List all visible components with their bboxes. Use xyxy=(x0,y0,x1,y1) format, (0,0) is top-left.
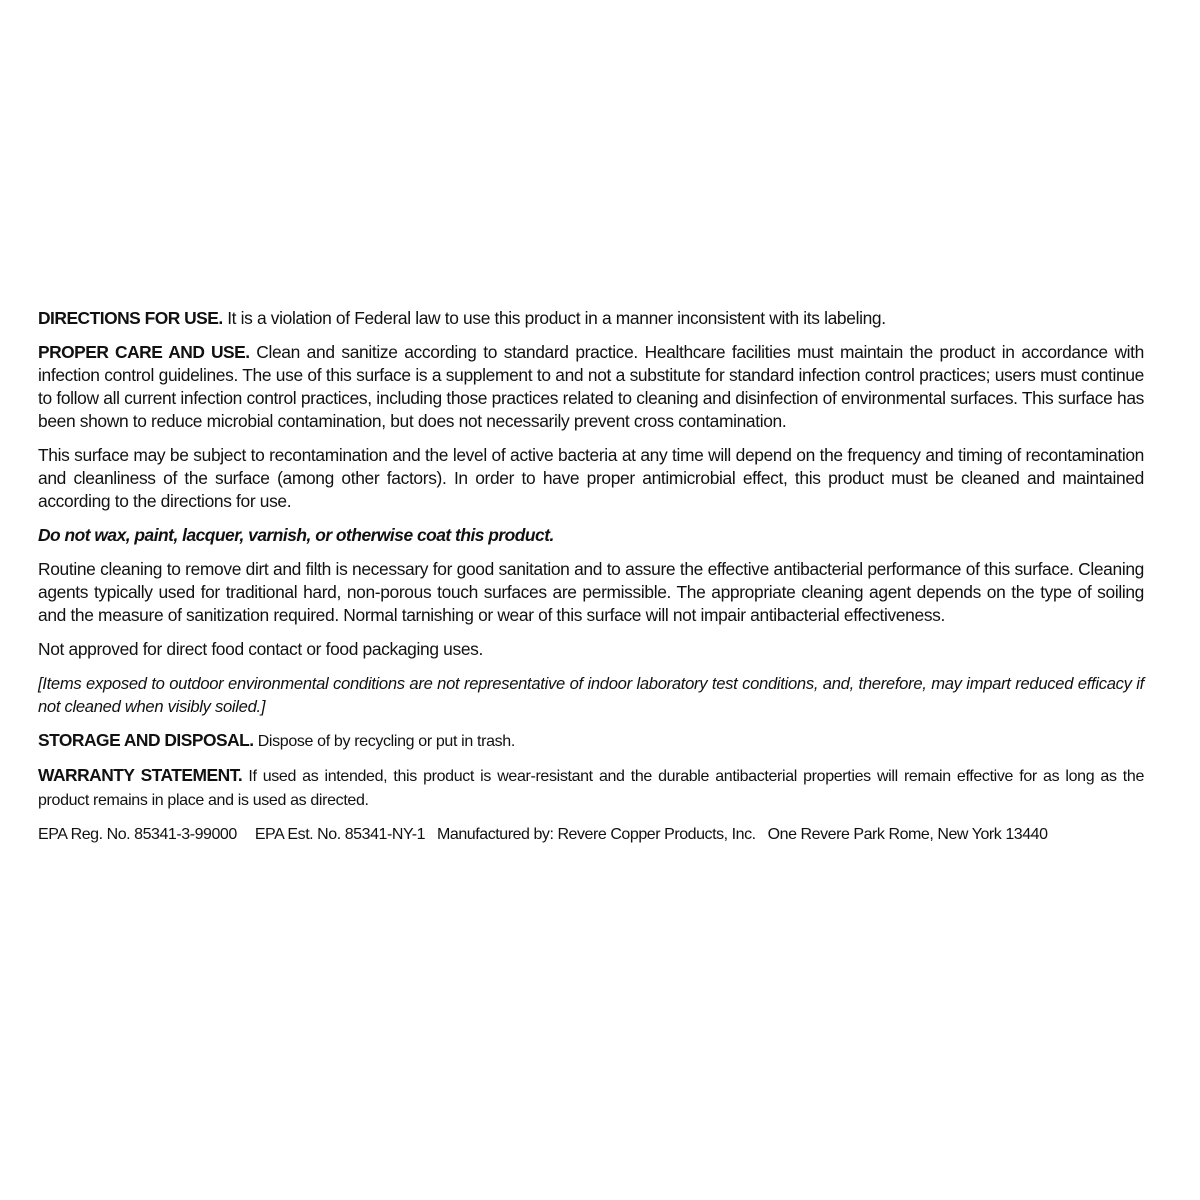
recontamination-text: This surface may be subject to recontamination and the level of active bacteria at any time will depend on the frequency and timing of recontamination and cleanliness of the surface (among other factors). In order to have proper antimicrobial effect, this product must be cleaned and maintained according to the directions for use. xyxy=(38,445,1144,511)
outdoor-note-paragraph xyxy=(38,672,1144,718)
manufacturer-address: One Revere Park Rome, New York 13440 xyxy=(767,826,1048,843)
outdoor-note-text: [Items exposed to outdoor environmental conditions are not representative of indoor laboratory test conditions, and, therefore, may impart reduced efficacy if not cleaned when visibly soiled.] xyxy=(38,674,1144,716)
coating-warning-text: Do not wax, paint, lacquer, varnish, or otherwise coat this product. xyxy=(38,525,554,545)
proper-care-heading: PROPER CARE AND USE. xyxy=(38,342,250,362)
food-contact-paragraph xyxy=(38,638,1144,661)
storage-heading: STORAGE AND DISPOSAL. xyxy=(38,730,254,750)
directions-heading: DIRECTIONS FOR USE. xyxy=(38,308,223,328)
proper-care-text: Clean and sanitize according to standard practice. Healthcare facilities must maintain the product in accordance with infection control guidelines. The use of this surface is a supplement to and not a substitute for standard infection control practices; users must continue to follow all current infection control practices, including those practices related to cleaning and disinfection of environmental surfaces. This surface has been shown to reduce microbial contamination, but does not necessarily prevent cross contamination. xyxy=(38,342,1144,431)
warranty-heading: WARRANTY STATEMENT. xyxy=(38,765,243,785)
routine-cleaning-paragraph xyxy=(38,558,1144,627)
routine-cleaning-text: Routine cleaning to remove dirt and filth is necessary for good sanitation and to assure the effective antibacterial performance of this surface. Cleaning agents typically used for traditional hard, non-porous touch surfaces are permissible. The appropriate cleaning agent depends on the type of soiling and the measure of sanitization required. Normal tarnishing or wear of this surface will not impair antibacterial effectiveness. xyxy=(38,559,1144,625)
footer-line xyxy=(38,823,1144,846)
manufacturer: Manufactured by: Revere Copper Products, Inc. xyxy=(437,826,756,843)
storage-text: Dispose of by recycling or put in trash. xyxy=(253,733,515,750)
product-label xyxy=(38,307,1144,846)
epa-reg-number: EPA Reg. No. 85341-3-99000 xyxy=(38,826,237,843)
storage-paragraph xyxy=(38,729,1144,753)
warranty-paragraph xyxy=(38,764,1144,812)
directions-text: It is a violation of Federal law to use this product in a manner inconsistent with its labeling. xyxy=(222,308,886,328)
coating-warning-paragraph xyxy=(38,524,1144,547)
food-contact-text: Not approved for direct food contact or food packaging uses. xyxy=(38,639,483,659)
warranty-text: If used as intended, this product is wear-resistant and the durable antibacterial properties will remain effective for as long as the product remains in place and is used as directed. xyxy=(38,768,1144,809)
directions-paragraph xyxy=(38,307,1144,330)
proper-care-paragraph xyxy=(38,341,1144,433)
epa-est-number: EPA Est. No. 85341-NY-1 xyxy=(254,826,426,843)
recontamination-paragraph xyxy=(38,444,1144,513)
